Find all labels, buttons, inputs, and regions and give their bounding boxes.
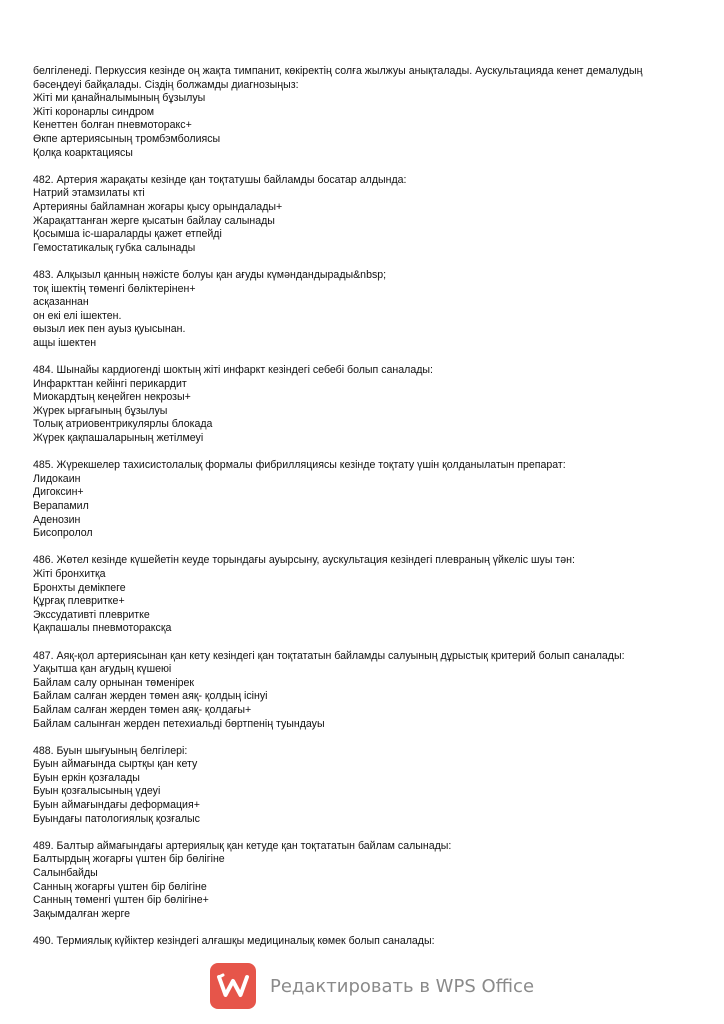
question-482: [33, 174, 693, 256]
answer-option: Құрғақ плевритке+: [33, 595, 125, 608]
answer-option: Буын аймағында сыртқы қан кету: [33, 758, 198, 771]
answer-option: Дигоксин+: [33, 486, 84, 499]
wps-edit-label: Редактировать в WPS Office: [270, 975, 535, 997]
answer-option: Жарақаттанған жерге қысатын байлау салынады: [33, 214, 275, 227]
answer-option: он екі елі ішектен.: [33, 309, 122, 322]
answer-option: Артерияны байламнан жоғары қысу орындалады+: [33, 200, 283, 213]
answer-option: Байлам салынған жерден петехиальді бөртпенің туындауы: [33, 717, 325, 730]
answer-option: тоқ ішектің төменгі бөліктерінен+: [33, 282, 196, 295]
answer-option: Толық атриовентрикулярлы блокада: [33, 418, 213, 431]
intro-option: Жіті ми қанайналымының бұзылуы: [33, 92, 206, 105]
answer-option: Лидокаин: [33, 472, 81, 485]
question-487: [33, 650, 693, 732]
question-text: 485. Жүрекшелер тахисистолалық формалы фибрилляциясы кезінде тоқтату үшін қолданылатын препарат:: [33, 459, 566, 472]
answer-option: Гемостатикалық губка салынады: [33, 241, 196, 254]
wps-w-glyph-icon: [216, 972, 250, 1000]
answer-option: Инфаркттан кейінгі перикардит: [33, 377, 187, 390]
answer-option: Бисопролол: [33, 527, 93, 540]
answer-option: Салынбайды: [33, 867, 98, 880]
answer-option: Буын еркін қозғалады: [33, 771, 140, 784]
answer-option: Жүрек қақпашаларының жетілмеуі: [33, 432, 204, 445]
answer-option: Байлам салған жерден төмен аяқ- қолдағы+: [33, 703, 252, 716]
question-text: 490. Термиялық күйіктер кезіндегі алғашқы медициналық көмек болып саналады:: [33, 935, 435, 947]
question-486: [33, 554, 693, 636]
question-text: 483. Алқызыл қанның нәжісте болуы қан ағуды күмәндандырады&nbsp;: [33, 268, 387, 281]
question-485: [33, 459, 693, 541]
answer-option: Байлам салу орнынан төменірек: [33, 676, 194, 689]
answer-option: Буындағы патологиялық қозғалыс: [33, 812, 200, 825]
answer-option: ащы ішектен: [33, 336, 97, 349]
intro-line: бәсеңдеуі байқалады. Сіздің болжамды диагнозыңыз:: [33, 78, 299, 91]
answer-option: Экссудативті плевритке: [33, 608, 150, 621]
question-483: [33, 269, 693, 351]
question-text: 482. Артерия жарақаты кезінде қан тоқтатушы байламды босатар алдында:: [33, 173, 407, 186]
answer-option: Санның жоғарғы үштен бір бөлігіне: [33, 880, 207, 893]
answer-option: асқазаннан: [33, 296, 89, 309]
wps-logo-icon: [210, 963, 256, 1009]
wps-edit-button[interactable]: [210, 962, 534, 1010]
intro-block: [33, 65, 693, 160]
answer-option: Зақымдалған жерге: [33, 907, 131, 920]
answer-option: Санның төменгі үштен бір бөлігіне+: [33, 894, 209, 907]
intro-option: Кенеттен болған пневмоторакс+: [33, 119, 192, 132]
answer-option: Жүрек ырғағының бұзылуы: [33, 404, 168, 417]
intro-option: Жіті коронарлы синдром: [33, 105, 155, 118]
question-488: [33, 745, 693, 827]
question-text: 489. Балтыр аймағындағы артериялық қан кетуде қан тоқтататын байлам салынады:: [33, 839, 452, 852]
answer-option: Аденозин: [33, 513, 81, 526]
answer-option: Бронхты демікпеге: [33, 581, 126, 594]
answer-option: Байлам салған жерден төмен аяқ- қолдың ісінуі: [33, 690, 268, 703]
answer-option: Буын аймағындағы деформация+: [33, 799, 200, 812]
intro-option: Қолқа коарктациясы: [33, 146, 133, 159]
answer-option: Қосымша іс-шараларды қажет етпейді: [33, 228, 222, 241]
answer-option: Қақпашалы пневмотораксқа: [33, 622, 172, 635]
answer-option: Буын қозғалысының үдеуі: [33, 785, 161, 798]
intro-option: Өкпе артериясының тромбэмболиясы: [33, 132, 221, 145]
answer-option: Уақытша қан ағудың күшеюі: [33, 663, 172, 676]
answer-option: Верапамил: [33, 500, 89, 512]
question-489: [33, 840, 693, 922]
question-text: 486. Жөтел кезінде күшейетін кеуде торындағы ауырсыну, аускультация кезіндегі плевраның үйкеліс шуы тән:: [33, 554, 575, 567]
answer-option: Жіті бронхитқа: [33, 567, 106, 580]
answer-option: өызыл иек пен ауыз қуысынан.: [33, 323, 186, 336]
question-text: 487. Аяқ-қол артериясынан қан кету кезіндегі қан тоқтататын байламды салуының дұрыстық критерий болып саналады:: [33, 649, 625, 662]
question-484: [33, 364, 693, 446]
document-body: [33, 65, 693, 949]
question-text: 488. Буын шығуының белгілері:: [33, 744, 188, 757]
question-text: 484. Шынайы кардиогенді шоктың жіті инфаркт кезіндегі себебі болып саналады:: [33, 364, 433, 377]
intro-line: белгіленеді. Перкуссия кезінде оң жақта тимпанит, көкіректің солға жылжуы анықталады. Аускультацияда кенет демалудың: [33, 65, 643, 77]
answer-option: Натрий этамзилаты кті: [33, 187, 145, 200]
answer-option: Балтырдың жоғарғы үштен бір бөлігіне: [33, 853, 225, 866]
question-490: [33, 935, 693, 949]
answer-option: Миокардтың кеңейген некрозы+: [33, 391, 191, 404]
